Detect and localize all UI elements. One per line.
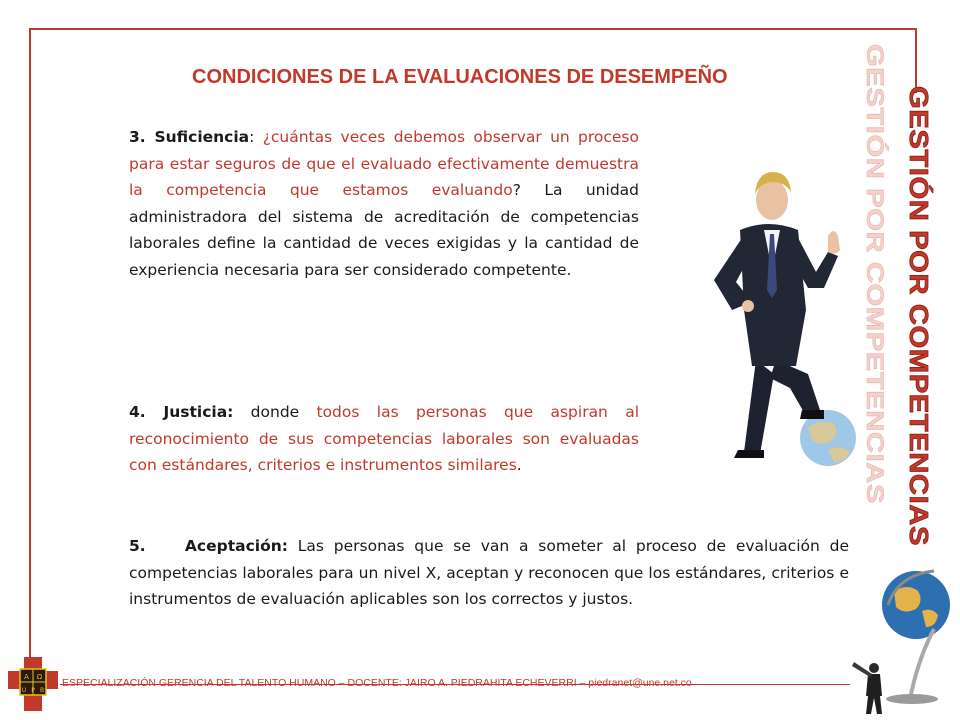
logo-letter-a: A <box>24 673 29 681</box>
section-4-label: 4. Justicia: <box>129 403 234 421</box>
section-3-label: 3. Suficiencia <box>129 128 250 146</box>
logo-letter-p: P <box>31 687 35 694</box>
side-title-text: GESTIÓN POR COMPETENCIAS <box>904 86 934 496</box>
section-4-end: . <box>516 456 522 474</box>
section-4-highlight: todos las personas que aspiran al reconocimiento de sus competencias laborales son evaluadas con estándares, criterios e instrumentos similares <box>129 403 639 474</box>
logo-letter-omega: Ω <box>36 673 43 681</box>
section-3-colon: : <box>249 128 263 146</box>
side-title-reflection: GESTIÓN POR COMPETENCIAS <box>861 44 888 423</box>
frame-left-line <box>29 28 31 668</box>
section-4-pre: donde <box>233 403 317 421</box>
section-justicia <box>129 399 639 479</box>
section-3-question: ¿cuántas veces debemos observar un proceso para estar seguros de que el evaluado efectivamente demuestra la competencia que estamos evaluando <box>129 128 639 199</box>
footer-text: ESPECIALIZACIÓN GERENCIA DEL TALENTO HUMANO – DOCENTE: JAIRO A. PIEDRAHITA ECHEVERRI – piedranet@une.net.co <box>62 677 692 689</box>
businessman-globe-illustration <box>678 160 868 470</box>
page-title: CONDICIONES DE LA EVALUACIONES DE DESEMPEÑO <box>192 66 728 88</box>
section-suficiencia <box>129 124 639 283</box>
side-title-graphic <box>861 44 936 560</box>
logo-letter-u: U <box>21 687 27 694</box>
section-3-qmark: ? <box>512 181 521 199</box>
university-logo <box>6 655 60 715</box>
section-3-body: La unidad administradora del sistema de acreditación de competencias laborales define la cantidad de veces exigidas y la cantidad de experiencia necesaria para ser considerado competente. <box>129 181 639 279</box>
section-5-body: Las personas que se van a someter al proceso de evaluación de competencias laborales para un nivel X, aceptan y reconocen que los estándares, criterios e instrumentos de evaluación aplicables son los correctos y justos. <box>129 537 849 608</box>
section-5-heading: Aceptación: <box>184 537 288 555</box>
frame-top-line <box>29 28 917 30</box>
side-title <box>861 44 936 560</box>
telescope-man-icon <box>850 658 890 716</box>
logo-letter-b: B <box>39 687 45 694</box>
section-aceptacion <box>129 533 849 613</box>
section-5-label: 5. <box>129 537 146 555</box>
